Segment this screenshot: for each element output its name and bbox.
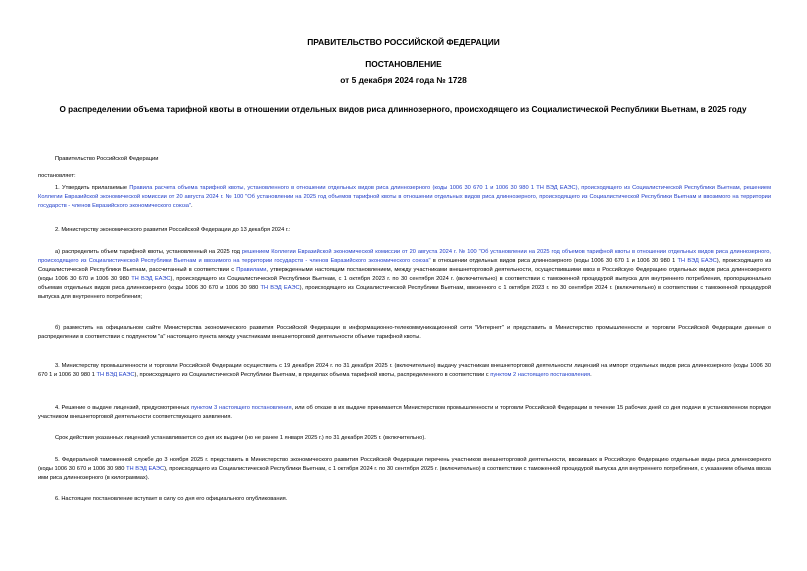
decrees-line: постановляет: [38, 173, 76, 179]
commission-decision-link[interactable]: решением Коллегии Евразийской экономической комиссии от 20 августа 2024 г. № 100 "Об установлении на 2025 год объемов тарифной квоты в отношении отдельных видов риса длиннозерного, происходящего из Социалистической Республики Вьетнам и ввозимого на территории государств - членов Евразийского экономического союза" [38, 249, 771, 264]
tn-ved-link-5[interactable]: ТН ВЭД ЕАЭС [126, 465, 165, 472]
paragraph-2a-text-2: в отношении отдельных видов риса длиннозерного (коды 1006 30 670 1 и 1006 30 980 1 [430, 257, 678, 264]
paragraph-1 [38, 184, 771, 211]
tn-ved-link-1[interactable]: ТН ВЭД ЕАЭС [677, 257, 717, 264]
paragraph-2a [38, 248, 771, 301]
paragraph-6: 6. Настоящее постановление вступает в силу со дня его официального опубликования. [55, 496, 288, 502]
intro-line: Правительство Российской Федерации [55, 156, 159, 162]
issuing-authority: ПРАВИТЕЛЬСТВО РОССИЙСКОЙ ФЕДЕРАЦИИ [307, 37, 500, 47]
point-3-link[interactable]: пунктом 3 настоящего постановления [191, 405, 292, 411]
paragraph-4-text-1: 4. Решение о выдаче лицензий, предусмотренных [55, 405, 192, 411]
paragraph-5-text-1: 5. Федеральной таможенной службе до 3 ноября 2025 г. представить в Министерство экономического развития Российской Федерации перечень участников внешнеторговой деятельности, ввозивших в Российскую Федерацию отдельные виды риса длиннозерного (коды 1006 30 670 и 1006 30 980 [38, 457, 771, 472]
paragraph-5 [38, 456, 771, 483]
tn-ved-link-2[interactable]: ТН ВЭД ЕАЭС [131, 275, 171, 282]
paragraph-3-text-1: 3. Министерству промышленности и торговли Российской Федерации осуществить с 19 декабря 2024 г. по 31 декабря 2025 г. (включительно) выдачу участникам внешнеторговой деятельности лицензий на импорт отдельных видов риса длиннозерного (коды 1006 30 670 1 и 1006 30 980 1 [38, 363, 771, 378]
paragraph-3 [38, 362, 771, 380]
tn-ved-link-4[interactable]: ТН ВЭД ЕАЭС [96, 371, 135, 378]
paragraph-4-validity: Срок действия указанных лицензий устанавливается со дня их выдачи (но не ранее 1 января 2025 г.) по 31 декабря 2025 г. (включительно). [55, 435, 426, 441]
point-2-link[interactable]: пунктом 2 настоящего постановления [490, 371, 591, 378]
paragraph-2a-text-3: ), происходящего из Социалистической Республики Вьетнам, рассчитанный в соответствии с [38, 257, 771, 273]
paragraph-4-text-2: , или об отказе в их выдаче принимается Министерством промышленности и торговли Российской Федерации в течение 15 рабочих дней со дня подачи в установленном порядке участником внешнеторговой деятельности соответствующего заявления. [38, 405, 772, 420]
document-kind: ПОСТАНОВЛЕНИЕ [365, 59, 442, 69]
paragraph-4 [38, 404, 771, 422]
paragraph-2: 2. Министерству экономического развития Российской Федерации до 13 декабря 2024 г.: [55, 227, 291, 233]
paragraph-3-text-2: ), происходящего из Социалистической Республики Вьетнам, в пределах объема тарифной квоты, распределенного в соответствии с [134, 371, 491, 378]
paragraph-2a-text-5: ), происходящего из Социалистической Республики Вьетнам, с 1 октября 2023 г. по 30 сентября 2024 г. (включительно) в соответствии с таможенной процедурой выпуска для внутреннего потребления, пропорционально объемам отдельных видов риса длиннозерного (коды 1006 30 670 и 1006 30 980 [38, 275, 771, 291]
rules-link[interactable]: Правила расчета объема тарифной квоты, установленного в отношении отдельных видов риса длиннозерного (коды 1006 30 670 1 и 1006 30 980 1 ТН ВЭД ЕАЭС), происходящего из Социалистической Республики Вьетнам, решением Коллегии Евразийской экономической комиссии от 20 августа 2024 г. № 100 "Об установлении на 2025 год объемов тарифной квоты в отношении отдельных видов риса длиннозерного, происходящего из Социалистической Республики Вьетнам и ввозимого на территории государств - членов Евразийского экономического союза" [38, 185, 771, 209]
paragraph-2b: б) разместить на официальном сайте Министерства экономического развития Российской Федерации в информационно-телекоммуникационной сети "Интернет" и представить в Министерство промышленности и торговли Российской Федерации данные о распределении в соответствии с подпунктом "а" настоящего пункта между участниками внешнеторговой деятельности объеме тарифной квоты. [38, 325, 771, 340]
paragraph-2a-text-6: ), происходящего из Социалистической Республики Вьетнам, ввезенного с 1 октября 2023 г. по 30 сентября 2024 г. (включительно) в соответствии с таможенной процедурой выпуска для внутреннего потребления; [38, 284, 772, 300]
document-date-number: от 5 декабря 2024 года № 1728 [340, 75, 467, 85]
paragraph-1-end: . [190, 202, 193, 209]
paragraph-1-text: 1. Утвердить прилагаемые [55, 185, 130, 191]
document-title: О распределении объема тарифной квоты в отношении отдельных видов риса длиннозерного, происходящего из Социалистической Республики Вьетнам, в 2025 году [59, 105, 747, 114]
paragraph-2a-text-4: , утвержденными настоящим постановлением, между участниками внешнеторговой деятельности, осуществившими ввоз в Российскую Федерацию отдельных видов риса длиннозерного (коды 1006 30 670 и 1006 30 980 [38, 266, 771, 282]
paragraph-5-text-2: ), происходящего из Социалистической Республики Вьетнам, с 1 октября 2024 г. по 30 сентября 2025 г. (включительно) в соответствии с таможенной процедурой выпуска для внутреннего потребления, с указанием объема ввоза ими риса длиннозерного (в килограммах). [38, 465, 771, 481]
paragraph-3-end: . [590, 371, 592, 378]
paragraph-2a-text-1: а) распределить объем тарифной квоты, установленный на 2025 год [55, 249, 242, 255]
rules-short-link[interactable]: Правилами [236, 266, 267, 273]
tn-ved-link-3[interactable]: ТН ВЭД ЕАЭС [260, 284, 300, 291]
